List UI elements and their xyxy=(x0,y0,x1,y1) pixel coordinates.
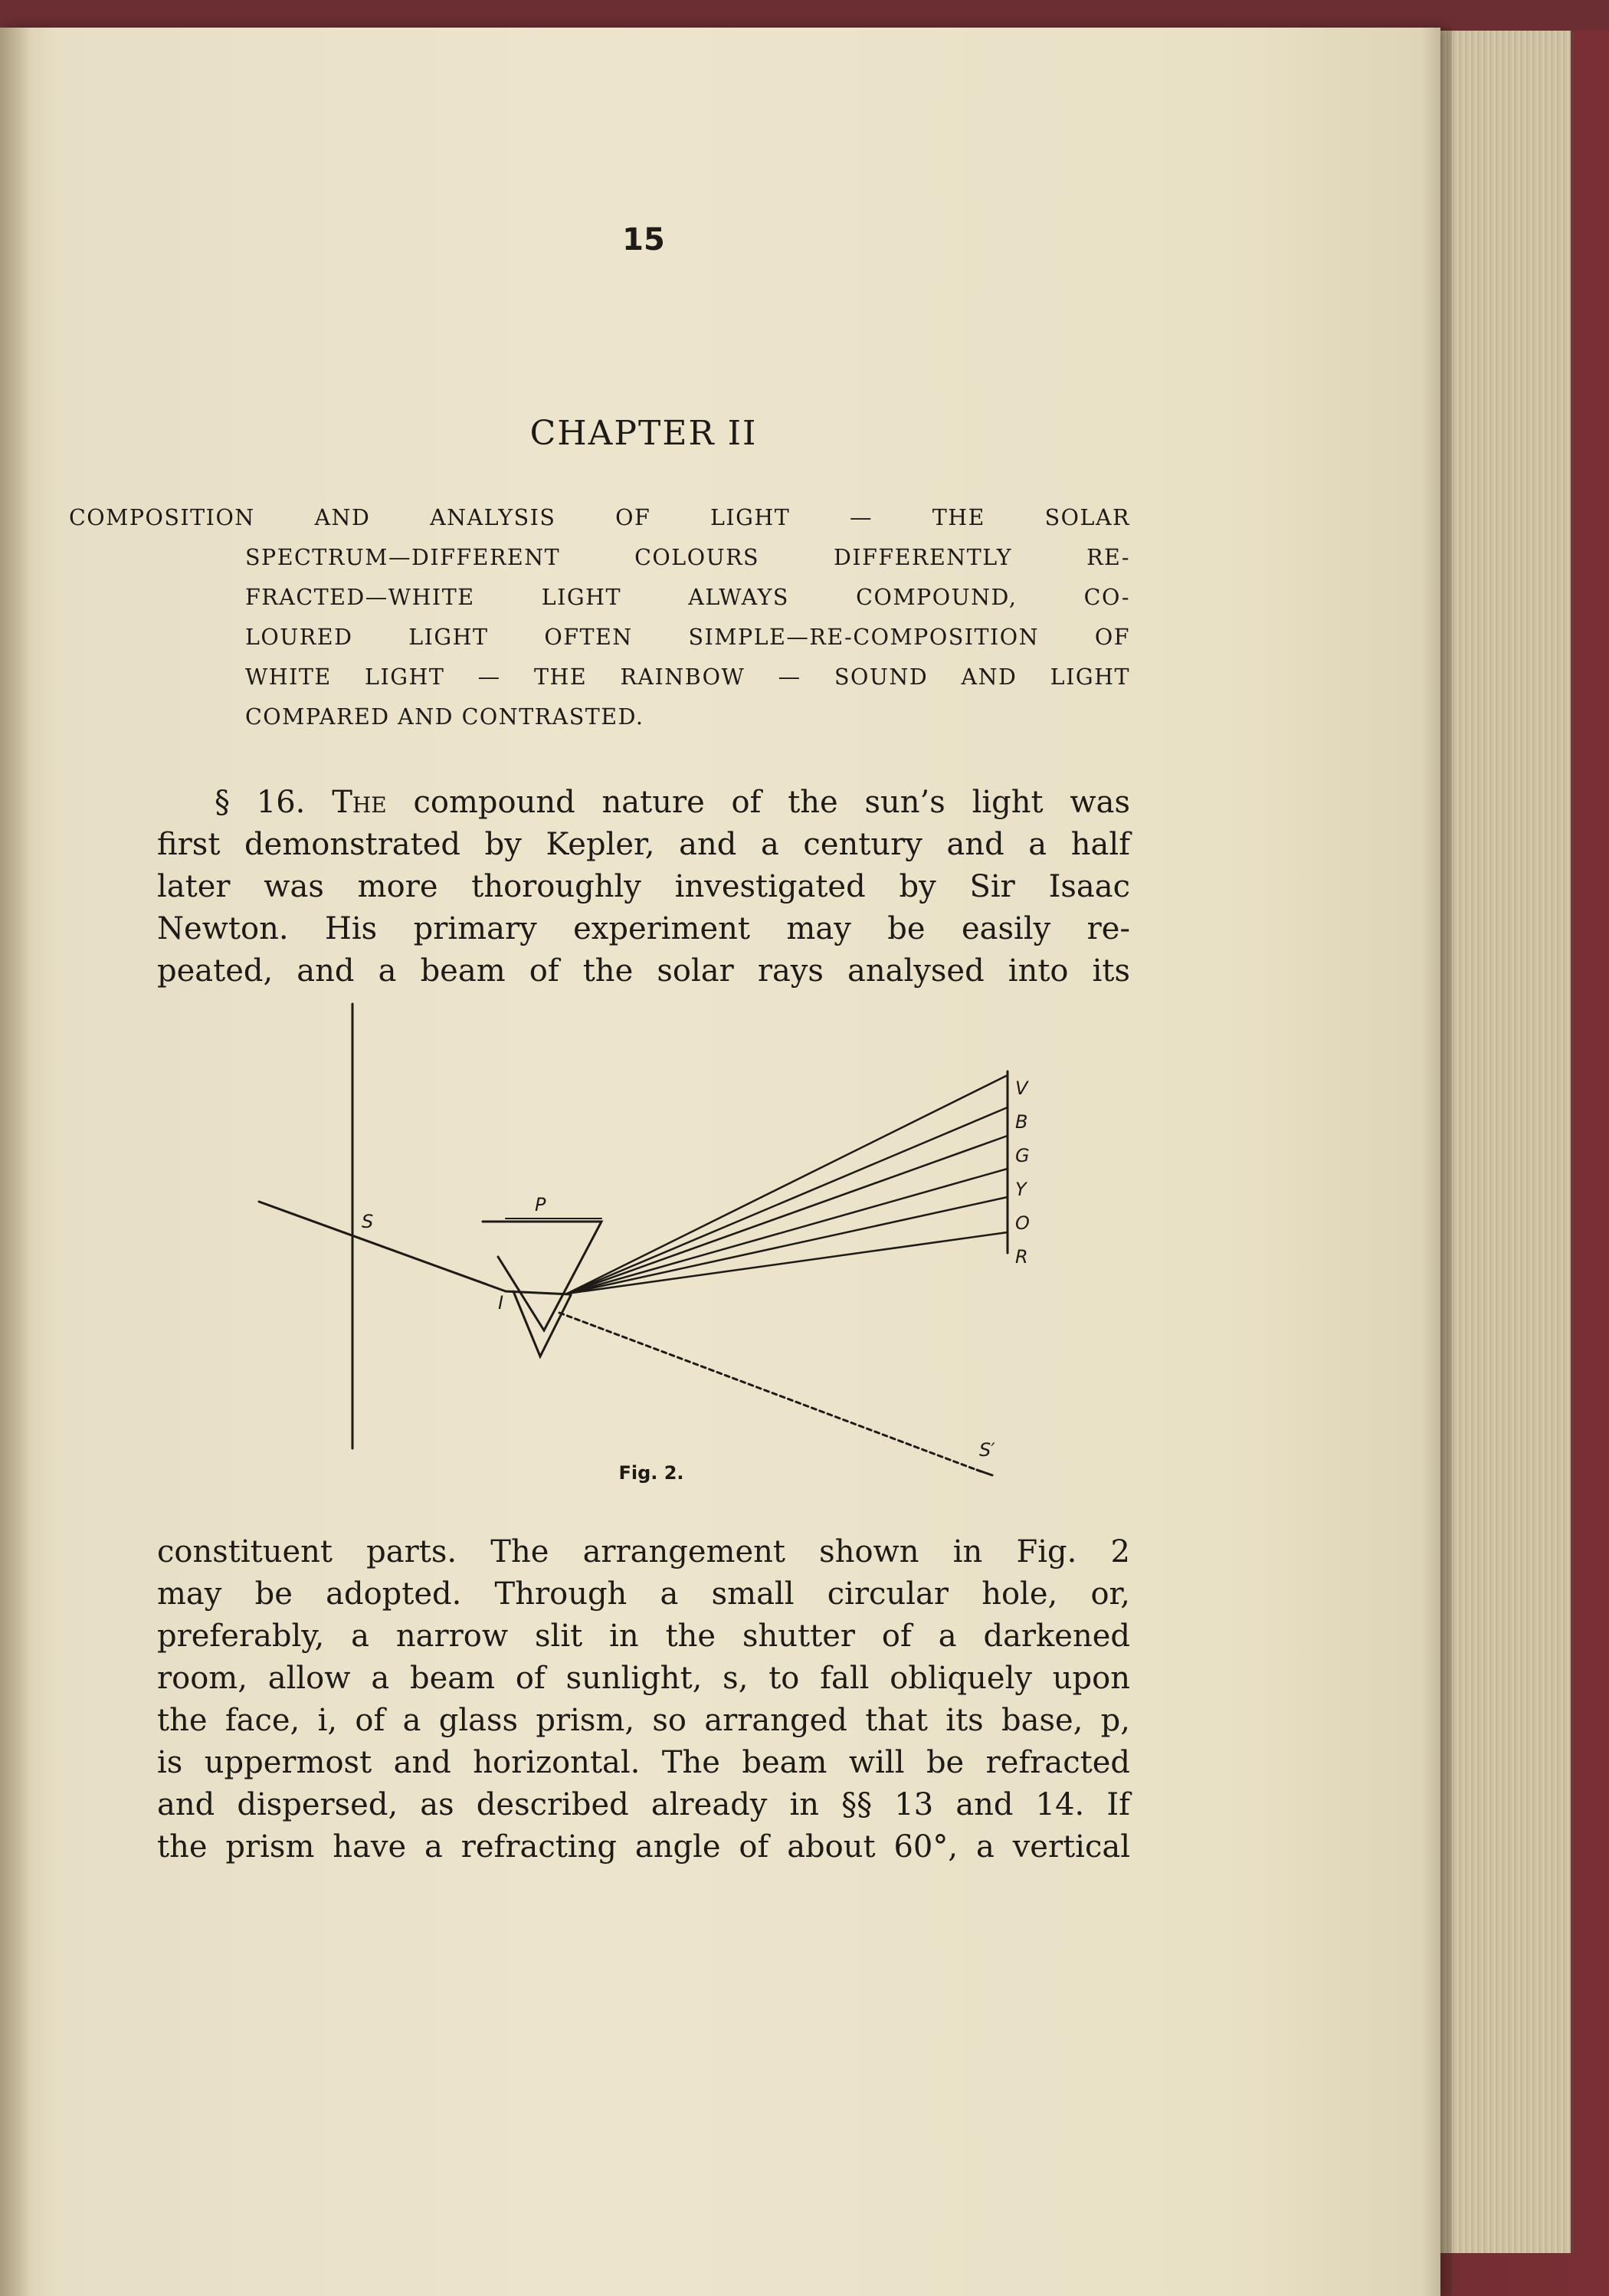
incident-beam xyxy=(259,1202,506,1291)
paragraph-line: preferably, a narrow slit in the shutter of a darkened xyxy=(157,1619,1130,1654)
ray-violet xyxy=(567,1075,1008,1294)
paragraph-line: the face, i, of a glass prism, so arranged that its base, p, xyxy=(157,1703,1130,1738)
gutter-shadow xyxy=(0,28,31,2296)
paragraph-line: room, allow a beam of sunlight, s, to fall obliquely upon xyxy=(157,1661,1130,1696)
ray-green xyxy=(567,1136,1008,1294)
summary-line: COMPARED AND CONTRASTED. xyxy=(245,704,644,730)
label-o: O xyxy=(1015,1212,1030,1234)
page-edge-shadow xyxy=(1421,28,1452,2296)
paragraph-line: Newton. His primary experiment may be easily re- xyxy=(157,911,1130,946)
page-number: 15 xyxy=(622,222,665,257)
paragraph-line: constituent parts. The arrangement shown in Fig. 2 xyxy=(157,1534,1130,1569)
paragraph-line xyxy=(157,782,1130,824)
summary-line: LOURED LIGHT OFTEN SIMPLE—RE-COMPOSITION OF xyxy=(245,625,1130,650)
lead-word: The xyxy=(332,785,387,820)
prism-lower-part xyxy=(513,1291,571,1356)
ray-blue xyxy=(567,1107,1008,1294)
ray-end xyxy=(977,1470,992,1475)
label-s: S xyxy=(362,1211,374,1232)
paragraph-line: is uppermost and horizontal. The beam will be refracted xyxy=(157,1745,1130,1780)
chapter-summary xyxy=(69,498,1130,737)
ray-red xyxy=(567,1232,1008,1294)
paragraph-line: the prism have a refracting angle of about 60°, a vertical xyxy=(157,1829,1130,1865)
ray-yellow xyxy=(567,1169,1008,1294)
paragraph-line: first demonstrated by Kepler, and a century and a half xyxy=(157,827,1130,862)
label-s-prime: S′ xyxy=(979,1439,995,1461)
label-b: B xyxy=(1015,1111,1028,1133)
prism-diagram xyxy=(253,996,1080,1487)
section-mark: § 16. xyxy=(215,785,333,820)
ray-orange xyxy=(567,1197,1008,1294)
label-v: V xyxy=(1015,1077,1028,1099)
undeviated-ray xyxy=(559,1313,981,1471)
prism-outline xyxy=(483,1222,601,1330)
paragraph-16 xyxy=(157,782,1130,992)
paragraph-continuation xyxy=(157,1531,1130,1868)
summary-line: WHITE LIGHT — THE RAINBOW — SOUND AND LIGHT xyxy=(245,664,1130,690)
label-i: I xyxy=(498,1292,504,1314)
figure-caption: Fig. 2. xyxy=(618,1462,684,1484)
first-line-text: compound nature of the sun’s light was xyxy=(386,785,1130,820)
paragraph-line: may be adopted. Through a small circular hole, or, xyxy=(157,1576,1130,1612)
paragraph-line: later was more thoroughly investigated by Sir Isaac xyxy=(157,869,1130,904)
spectrum-rays xyxy=(567,1075,1008,1294)
label-g: G xyxy=(1015,1145,1030,1166)
chapter-title: CHAPTER II xyxy=(529,414,758,453)
summary-line: SPECTRUM—DIFFERENT COLOURS DIFFERENTLY RE- xyxy=(245,545,1130,570)
paragraph-line: peated, and a beam of the solar rays analysed into its xyxy=(157,953,1130,989)
cover-top-edge xyxy=(0,0,1609,31)
label-p: P xyxy=(535,1194,546,1215)
summary-line: COMPOSITION AND ANALYSIS OF LIGHT — THE SOLAR xyxy=(69,505,1130,530)
paragraph-line: and dispersed, as described already in §§ 13 and 14. If xyxy=(157,1787,1130,1822)
label-y: Y xyxy=(1015,1179,1027,1200)
label-r: R xyxy=(1015,1246,1028,1268)
summary-line: FRACTED—WHITE LIGHT ALWAYS COMPOUND, CO- xyxy=(245,585,1130,610)
